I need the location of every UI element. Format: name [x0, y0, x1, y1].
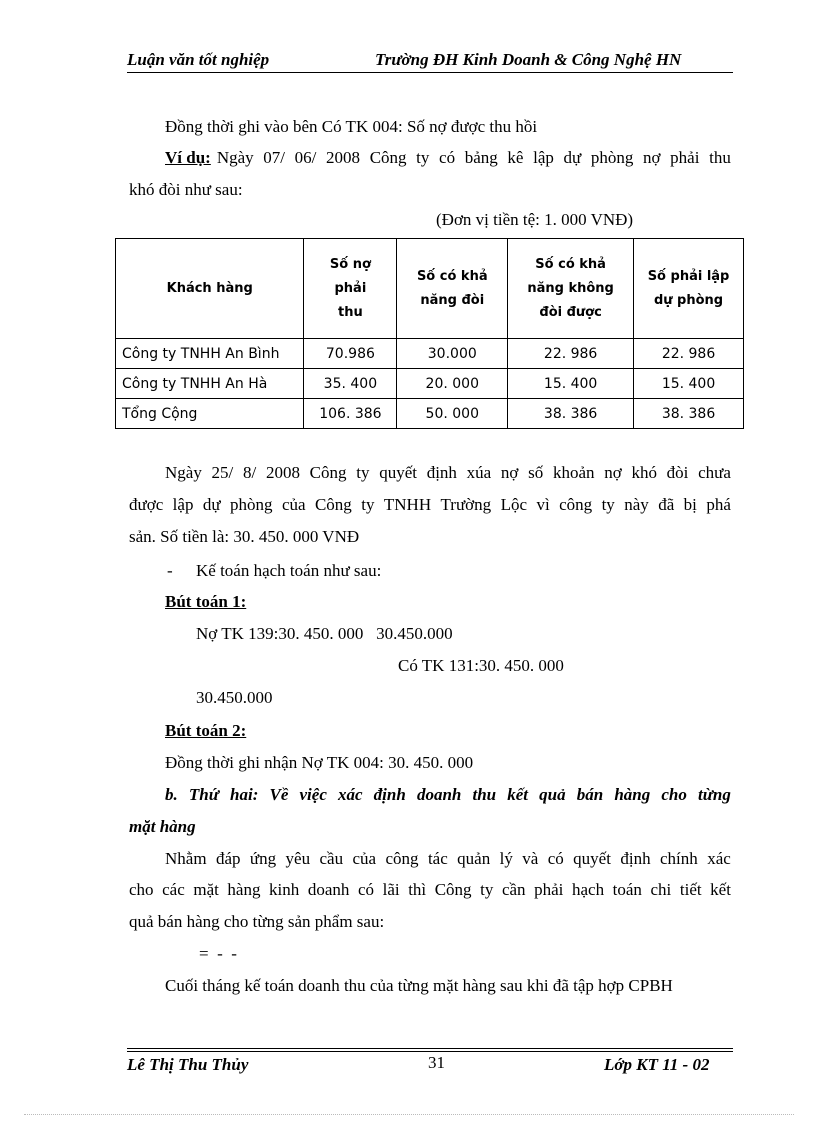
example-label: Ví dụ: — [165, 148, 211, 167]
word: Công — [314, 495, 352, 514]
word: xúa — [466, 463, 492, 482]
table-cell: 20. 000 — [397, 369, 508, 399]
section-b-heading — [165, 785, 731, 805]
word: mặt — [193, 880, 219, 899]
col-header — [508, 239, 634, 339]
word: có — [439, 148, 456, 167]
para-3-line-1 — [165, 849, 731, 869]
example-line — [165, 148, 731, 168]
table-cell: 38. 386 — [634, 399, 744, 429]
debt-provision-table — [115, 238, 744, 429]
word: Công — [309, 463, 347, 482]
word: dự — [202, 495, 221, 514]
word: thu — [709, 148, 731, 167]
footer-rule-top — [127, 1048, 733, 1049]
word: toán — [612, 880, 642, 899]
bullet-text: Kế toán hạch toán như sau: — [196, 561, 382, 580]
para-3-line-3: quả bán hàng cho từng sản phẩm sau: — [129, 912, 385, 931]
bullet-dash: - — [167, 561, 173, 580]
word: bảng — [464, 148, 498, 167]
word: cầu — [319, 849, 344, 868]
write-off-line-2 — [129, 495, 731, 515]
col-header — [397, 239, 508, 339]
table-cell: 106. 386 — [304, 399, 397, 429]
word: đáp — [215, 849, 241, 868]
word: kết — [710, 880, 731, 899]
word: và — [522, 849, 539, 868]
header-right: Trường ĐH Kinh Doanh & Công Nghệ HN — [375, 50, 682, 69]
word: việc — [299, 785, 327, 804]
table-cell: 30.000 — [397, 339, 508, 369]
word: nợ — [643, 148, 661, 167]
word: 2008 — [265, 463, 300, 482]
word: doanh — [416, 785, 462, 804]
word: kê — [507, 148, 524, 167]
word: yêu — [285, 849, 311, 868]
entry-2-title: Bút toán 2: — [165, 721, 247, 740]
word: chi — [650, 880, 672, 899]
table-cell: 15. 400 — [508, 369, 634, 399]
table-cell: 22. 986 — [508, 339, 634, 369]
word: cho — [129, 880, 154, 899]
word: chưa — [698, 463, 731, 482]
word: phải — [670, 148, 700, 167]
example-text — [217, 148, 731, 168]
entry-2-line: Đồng thời ghi nhận Nợ TK 004: 30. 450. 000 — [165, 753, 474, 772]
word: tiết — [679, 880, 702, 899]
word: nợ — [500, 463, 519, 482]
col-header-text: Số có khả năng không đòi được — [527, 256, 614, 320]
word: công — [385, 849, 419, 868]
word: các — [162, 880, 185, 899]
word: số — [528, 463, 544, 482]
word: của — [352, 849, 377, 868]
footer-rule-bottom — [127, 1051, 733, 1052]
col-header-text: Số có khả năng đòi — [416, 268, 488, 308]
word: TNHH — [383, 495, 432, 514]
word: quản — [457, 849, 491, 868]
word: quả — [539, 785, 566, 804]
word: 07/ — [263, 148, 286, 167]
page-edge — [24, 1114, 794, 1115]
para-3-line-2 — [129, 880, 731, 900]
table-cell: 38. 386 — [508, 399, 634, 429]
entry-1-title: Bút toán 1: — [165, 592, 247, 611]
word: Nhằm — [165, 849, 207, 868]
footer-author: Lê Thị Thu Thủy — [127, 1055, 249, 1074]
word: phòng — [590, 148, 634, 167]
table-row — [116, 399, 744, 429]
line-credit-004: Đồng thời ghi vào bên Có TK 004: Số nợ được thu hồi — [165, 117, 538, 136]
table-cell: 15. 400 — [634, 369, 744, 399]
word: chính — [660, 849, 698, 868]
entry-1-debit: Nợ TK 139:30. 450. 000 30.450.000 — [196, 624, 453, 643]
last-line: Cuối tháng kế toán doanh thu của từng mặt hàng sau khi đã tập hợp CPBH — [165, 976, 673, 995]
word: Lộc — [500, 495, 528, 514]
word: Thứ — [188, 785, 219, 804]
col-header-text: Số nợ phải thu — [329, 256, 371, 320]
col-header: Khách hàng — [116, 239, 304, 339]
word: có — [357, 880, 375, 899]
word: 06/ — [294, 148, 317, 167]
word: lãi — [382, 880, 400, 899]
word: bán — [576, 785, 604, 804]
word: của — [281, 495, 306, 514]
page-number: 31 — [428, 1053, 445, 1072]
example-line-2: khó đòi như sau: — [129, 180, 243, 199]
word: từng — [698, 785, 731, 804]
word: 8/ — [243, 463, 257, 482]
word: ứng — [249, 849, 277, 868]
word: hàng — [227, 880, 261, 899]
footer-class: Lớp KT 11 - 02 — [604, 1055, 710, 1074]
write-off-line-1 — [165, 463, 731, 483]
word: phòng — [230, 495, 273, 514]
word: cho — [661, 785, 687, 804]
table-cell: 22. 986 — [634, 339, 744, 369]
word: hàng — [614, 785, 651, 804]
word: Ngày — [216, 148, 254, 167]
word: định — [373, 785, 406, 804]
word: doanh — [307, 880, 350, 899]
word: thu — [472, 785, 497, 804]
word: 2008 — [326, 148, 361, 167]
word: được — [129, 495, 164, 514]
word: phá — [706, 495, 731, 514]
word: Trường — [440, 495, 492, 514]
table-row — [116, 339, 744, 369]
word: ty — [356, 463, 370, 482]
word: 25/ — [211, 463, 234, 482]
table-cell: 70.986 — [304, 339, 397, 369]
word: xác — [707, 849, 731, 868]
unit-note: (Đơn vị tiền tệ: 1. 000 VNĐ) — [436, 210, 634, 229]
word: Về — [269, 785, 289, 804]
word: ty — [480, 880, 494, 899]
word: định — [620, 849, 651, 868]
word: công — [559, 495, 593, 514]
table-cell: Tổng Cộng — [116, 399, 304, 429]
table-cell: 50. 000 — [397, 399, 508, 429]
word: dự — [563, 148, 582, 167]
word: Ngày — [165, 463, 202, 482]
word: đòi — [666, 463, 689, 482]
word: quyết — [379, 463, 417, 482]
word: nợ — [604, 463, 622, 482]
word: xác — [338, 785, 363, 804]
write-off-line-3: sản. Số tiền là: 30. 450. 000 VNĐ — [129, 527, 360, 546]
word: lập — [533, 148, 554, 167]
word: khoản — [552, 463, 595, 482]
table-cell: Công ty TNHH An Bình — [116, 339, 304, 369]
word: khó — [631, 463, 657, 482]
formula: = - - — [199, 944, 237, 963]
col-header — [304, 239, 397, 339]
word: Công — [434, 880, 472, 899]
word: tác — [427, 849, 448, 868]
entry-1-credit: Có TK 131:30. 450. 000 — [398, 656, 564, 675]
word: vì — [536, 495, 550, 514]
word: đã — [658, 495, 675, 514]
word: quyết — [573, 849, 611, 868]
word: lý — [499, 849, 513, 868]
word: định — [426, 463, 457, 482]
header-rule — [127, 72, 733, 73]
word: ty — [416, 148, 430, 167]
word: có — [547, 849, 564, 868]
header-left: Luận văn tốt nghiệp — [127, 50, 270, 69]
table-header-row — [116, 239, 744, 339]
entry-1-amount: 30.450.000 — [196, 688, 273, 707]
table-row — [116, 369, 744, 399]
section-b-heading-2: mặt hàng — [129, 817, 196, 836]
word: ty — [601, 495, 615, 514]
word: b. — [165, 785, 178, 804]
word: này — [624, 495, 649, 514]
word: kết — [507, 785, 529, 804]
word: hai: — [230, 785, 259, 804]
table-cell: Công ty TNHH An Hà — [116, 369, 304, 399]
word: hạch — [571, 880, 605, 899]
word: Công — [369, 148, 407, 167]
word: thì — [408, 880, 427, 899]
col-header — [634, 239, 744, 339]
word: cần — [501, 880, 526, 899]
word: lập — [172, 495, 194, 514]
word: phải — [534, 880, 564, 899]
word: bị — [683, 495, 697, 514]
table-cell: 35. 400 — [304, 369, 397, 399]
word: ty — [361, 495, 375, 514]
word: kinh — [269, 880, 300, 899]
col-header-text: Số phải lập dự phòng — [647, 268, 730, 308]
